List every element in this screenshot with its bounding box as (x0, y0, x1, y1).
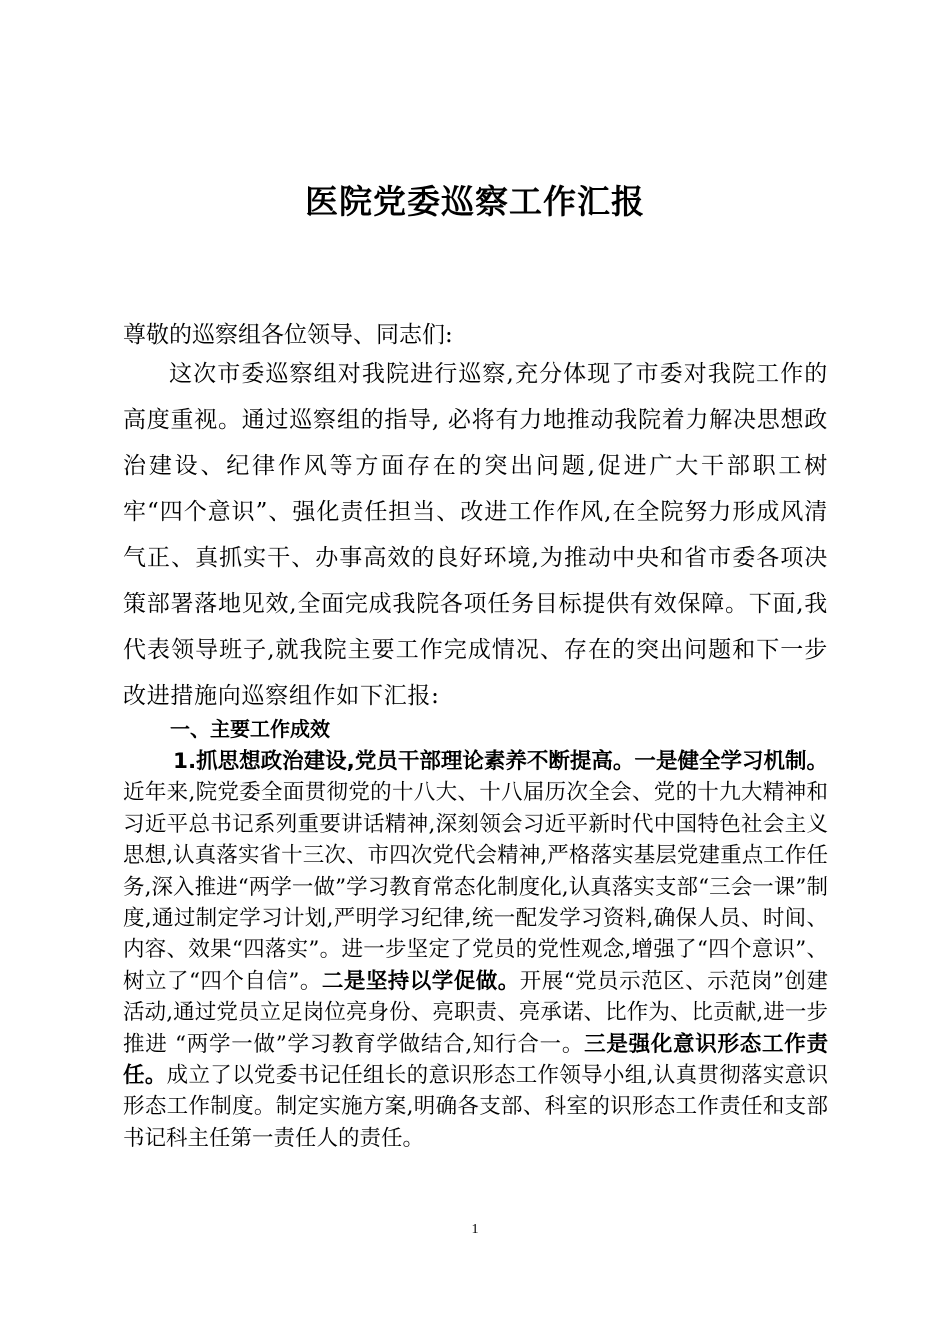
page-number: 1 (471, 1222, 479, 1237)
salutation: 尊敬的巡察组各位领导、同志们: (123, 322, 453, 348)
paragraph-text-learning: 近年来,院党委全面贯彻党的十八大、十八届历次全会、党的十九大精神和习近平总书记系列重要讲话精神,深刻领会习近平新时代中国特色社会主义思想,认真落实省十三次、市四次党代会精神,严格落实基层党建重点工作任务,深入推进“两学一做”学习教育常态化制度化,认真落实支部“三会一课”制度,通过制定学习计划,严明学习纪律,统一配发学习资料,确保人员、时间、内容、效果“四落实”。进一步坚定了党员的党性观念,增强了“四个意识”、树立了“四个自信”。 (123, 780, 828, 994)
intro-paragraph: 这次市委巡察组对我院进行巡察,充分体现了市委对我院工作的高度重视。通过巡察组的指导, 必将有力地推动我院着力解决思想政治建设、纪律作风等方面存在的突出问题,促进广大干部职工树牢“四个意识”、强化责任担当、改进工作作风,在全院努力形成风清气正、真抓实干、办事高效的良好环境,为推动中央和省市委各项决策部署落地见效,全面完成我院各项任务目标提供有效保障。下面,我代表领导班子,就我院主要工作完成情况、存在的突出问题和下一步改进措施向巡察组作如下汇报: (123, 361, 828, 709)
section-heading-main-achievements: 一、主要工作成效 (170, 717, 330, 741)
paragraph-bold-second-point: 二是坚持以学促做。 (321, 968, 520, 994)
paragraph-lead-bold: 1.抓思想政治建设,党员干部理论素养不断提高。一是健全学习机制。 (173, 749, 828, 774)
body-paragraph-political-construction (123, 746, 828, 1154)
paragraph-text-practice: 开展“党员示范区、示范岗”创建活动,通过党员立足岗位亮身份、亮职责、亮承诺、比作为、比贡献,进一步推进 “两学一做”学习教育学做结合,知行合一。 (123, 968, 828, 1057)
paragraph-bold-third-point: 三是强化意识形态工作责任。 (123, 1031, 828, 1089)
document-title: 医院党委巡察工作汇报 (305, 182, 645, 221)
paragraph-text-ideology: 成立了以党委书记任组长的意识形态工作领导小组,认真贯彻落实意识形态工作制度。制定实施方案,明确各支部、科室的识形态工作责任和支部书记科主任第一责任人的责任。 (123, 1063, 828, 1151)
